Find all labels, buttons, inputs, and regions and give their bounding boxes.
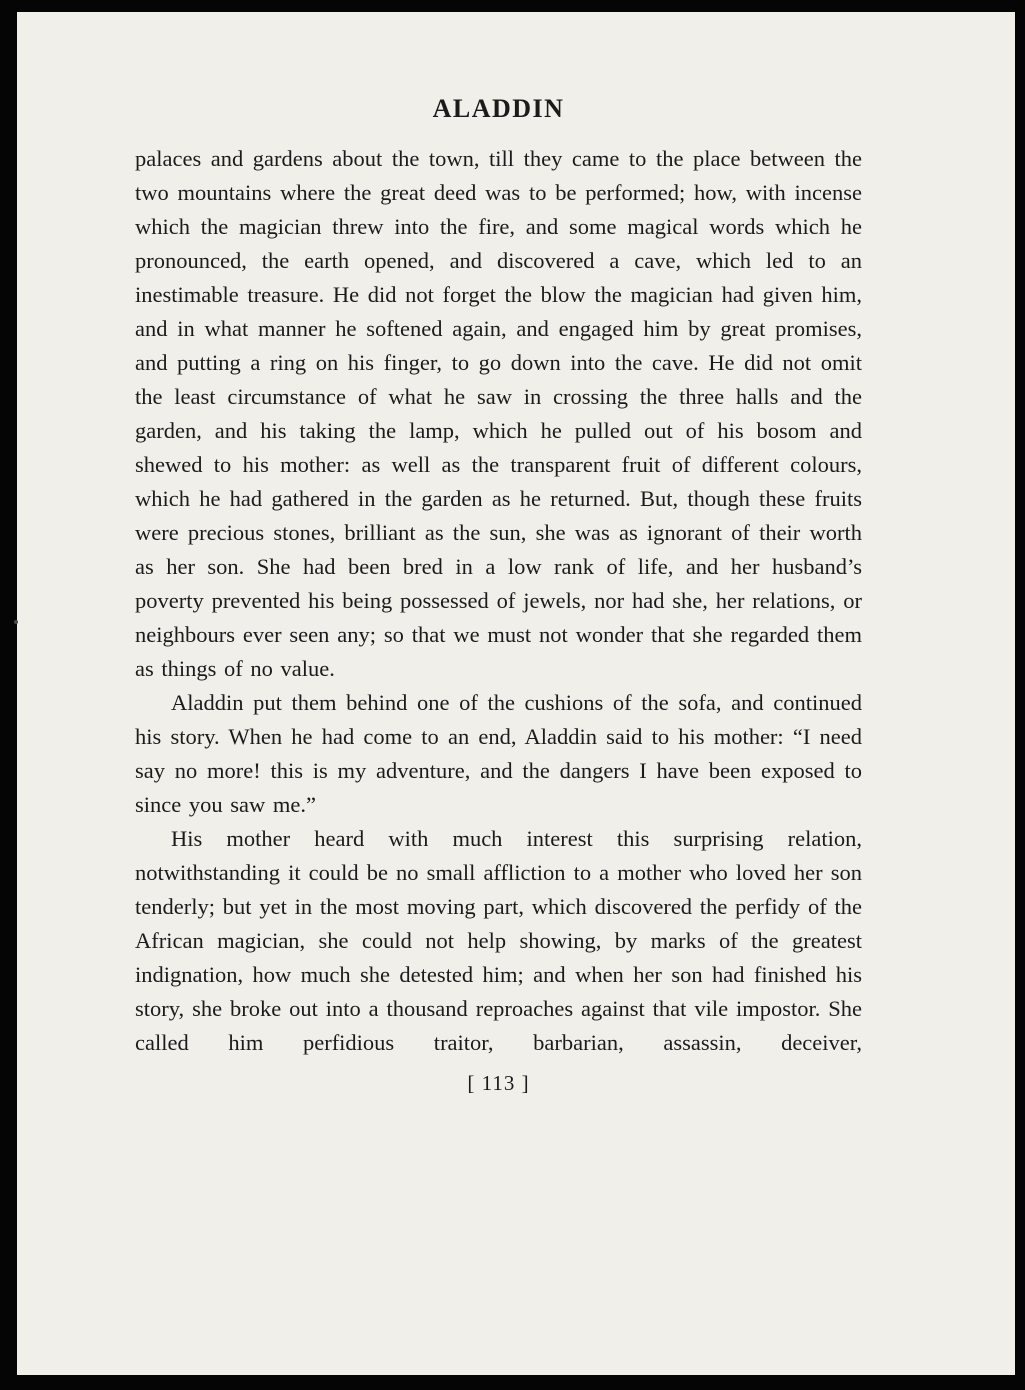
paragraph: His mother heard with much interest this surprising relation, notwithstanding it could be no small affliction to a mother who loved her son tenderly; but yet in the most moving part, which discovered the perfidy of the African magician, she could not help showing, by marks of the greatest indignation, how much she detested him; and when her son had finished his story, she broke out into a thousand reproaches against that vile impostor. She called him perfidious traitor, barbarian, assassin, deceiver, bbox=[135, 826, 862, 1055]
running-head: ALADDIN bbox=[432, 94, 565, 123]
paragraph: Aladdin put them behind one of the cushions of the sofa, and continued his story. When he had come to an end, Aladdin said to his mother: “I need say no more! this is my adventure, and the dangers I have been exposed to since you saw me.” bbox=[135, 690, 862, 817]
scan-speck bbox=[14, 620, 18, 624]
paragraph: palaces and gardens about the town, till they came to the place between the two mountains where the great deed was to be performed; how, with incense which the magician threw into the fire, and some magical words which he pronounced, the earth opened, and discovered a cave, which led to an inestimable treasure. He did not forget the blow the magician had given him, and in what manner he softened again, and engaged him by great promises, and putting a ring on his finger, to go down into the cave. He did not omit the least circumstance of what he saw in crossing the three halls and the garden, and his taking the lamp, which he pulled out of his bosom and shewed to his mother: as well as the transparent fruit of different colours, which he had gathered in the garden as he returned. But, though these fruits were precious stones, brilliant as the sun, she was as ignorant of their worth as her son. She had been bred in a low rank of life, and her husband’s poverty prevented his being possessed of jewels, nor had she, her relations, or neighbours ever seen any; so that we must not wonder that she regarded them as things of no value. bbox=[135, 146, 862, 681]
text-block bbox=[135, 142, 862, 1060]
page-surface bbox=[17, 12, 1015, 1375]
page-number: [ 113 ] bbox=[467, 1071, 530, 1095]
